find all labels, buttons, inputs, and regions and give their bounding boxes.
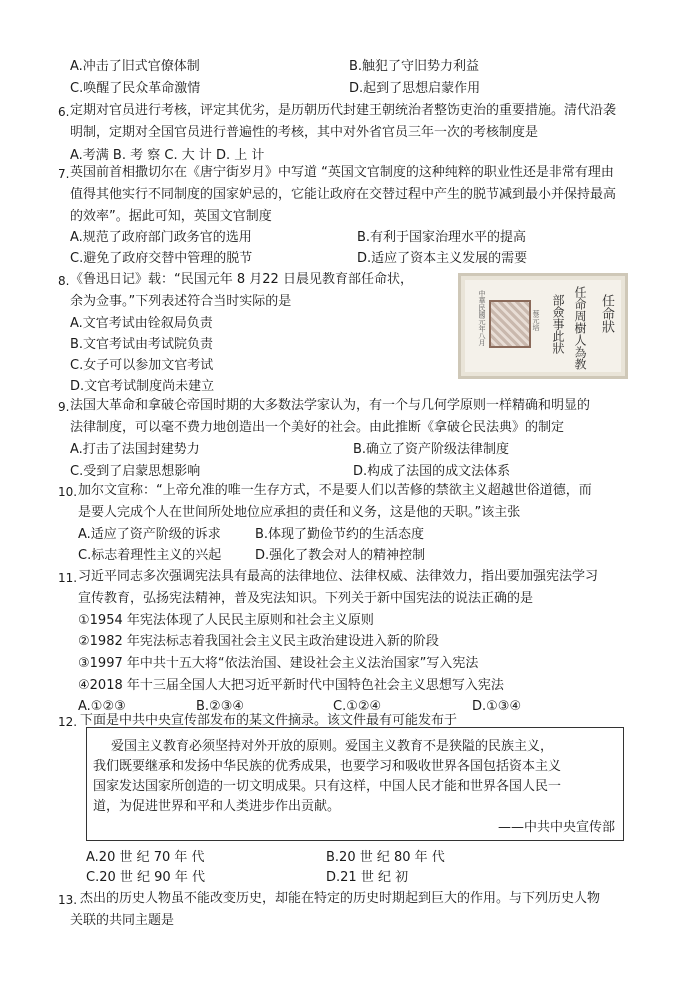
appointment-certificate-image [458, 273, 628, 379]
q10-stem-line-1: 加尔文宣称：“上帝允准的唯一生存方式，不是要人们以苦修的禁欲主义超越世俗道德，而 [78, 483, 592, 498]
q8-stem-line-1: 《鲁迅日记》载：“民国元年 8 月22 日晨见教育部任命状， [70, 272, 413, 287]
q5-option-b: B.触犯了守旧势力利益 [349, 59, 480, 74]
q11-stem-line-2: 宣传教育，弘扬宪法精神，普及宪法知识。下列关于新中国宪法的说法正确的是 [78, 591, 534, 606]
q8-stem-line-2: 余为佥事。”下列表述符合当时实际的是 [70, 294, 292, 309]
q13-stem-line-1: 杰出的历史人物虽不能改变历史，却能在特定的历史时期起到巨大的作用。与下列历史人物 [80, 891, 601, 906]
q12-quote-line-3: 国家发达国家所创造的一切文明成果。只有这样，中国人民才能和世界各国人民一 [93, 779, 562, 794]
q11-option-a: A.①②③ [78, 699, 126, 714]
q11-item-3: ③1997 年中共十五大将“依法治国、建设社会主义法治国家”写入宪法 [78, 656, 479, 671]
cert-signature-column: 蔡元培 [532, 310, 540, 331]
q6-stem-line-1: 定期对官员进行考核，评定其优劣，是历朝历代封建王朝统治者整饬吏治的重要措施。清代沿袭 [70, 103, 617, 118]
q9-option-c: C.受到了启蒙思想影响 [70, 464, 201, 479]
q12-quote-line-2: 我们既要继承和发扬中华民族的优秀成果，也要学习和吸收世界各国包括资本主义 [93, 759, 562, 774]
q10-stem-line-2: 是要人完成个人在世间所处地位应承担的责任和义务，这是他的天职。”该主张 [78, 505, 521, 520]
q7-option-a: A.规范了政府部门政务官的选用 [70, 230, 252, 245]
q12-quote-box [86, 727, 624, 841]
q9-option-d: D.构成了法国的成文法体系 [353, 464, 511, 479]
q7-stem-line-3: 的效率”。据此可知，英国文官制度 [70, 209, 272, 224]
q10-option-c: C.标志着理性主义的兴起 [78, 548, 222, 563]
cert-col-2: 任命周樹人為教 [573, 286, 587, 370]
q12-number: 12. [58, 715, 78, 729]
q13-stem-line-2: 关联的共同主题是 [70, 913, 175, 928]
q9-option-a: A.打击了法国封建势力 [70, 442, 200, 457]
q13-number: 13. [58, 893, 78, 907]
q6-options: A.考满 B. 考 察 C. 大 计 D. 上 计 [70, 148, 265, 163]
cert-title: 任命狀 [599, 294, 614, 333]
seal-stamp [489, 300, 531, 348]
q7-option-c: C.避免了政府交替中管理的脱节 [70, 251, 253, 266]
q12-quote-source: ——中共中央宣传部 [497, 820, 615, 835]
q7-stem-line-1: 英国前首相撒切尔在《唐宁街岁月》中写道 “英国文官制度的这种纯粹的职业性还是非常有理由 [70, 165, 614, 180]
q7-number: 7. [58, 167, 70, 181]
q8-option-c: C.女子可以参加文官考试 [70, 358, 214, 373]
q9-stem-line-1: 法国大革命和拿破仑帝国时期的大多数法学家认为，有一个与几何学原则一样精确和明显的 [70, 398, 591, 413]
q7-stem-line-2: 值得其他实行不同制度的国家妒忌的，它能让政府在交替过程中产生的脱节减到最小并保持最高 [70, 187, 617, 202]
q11-item-1: ①1954 年宪法体现了人民民主原则和社会主义原则 [78, 613, 374, 628]
q10-number: 10. [58, 485, 78, 499]
q12-quote-line-4: 道，为促进世界和平和人类进步作出贡献。 [93, 799, 341, 814]
q11-item-2: ②1982 年宪法标志着我国社会主义民主政治建设进入新的阶段 [78, 634, 439, 649]
q8-option-d: D.文官考试制度尚未建立 [70, 379, 215, 394]
q6-number: 6. [58, 105, 70, 119]
q12-quote-line-1: 爱国主义教育必须坚持对外开放的原则。爱国主义教育不是狭隘的民族主义， [111, 739, 554, 754]
q12-option-b: B.20 世 纪 80 年 代 [326, 850, 445, 865]
q12-option-a: A.20 世 纪 70 年 代 [86, 850, 205, 865]
q9-number: 9. [58, 400, 70, 414]
q9-option-b: B.确立了资产阶级法律制度 [353, 442, 510, 457]
q12-option-d: D.21 世 纪 初 [326, 870, 409, 885]
q5-option-a: A.冲击了旧式官僚体制 [70, 59, 200, 74]
q10-option-a: A.适应了资产阶级的诉求 [78, 527, 221, 542]
q7-option-b: B.有利于国家治理水平的提高 [357, 230, 527, 245]
q11-stem-line-1: 习近平同志多次强调宪法具有最高的法律地位、法律权威、法律效力，指出要加强宪法学习 [78, 569, 599, 584]
q6-stem-line-2: 明制，定期对全国官员进行普遍性的考核，其中对外省官员三年一次的考核制度是 [70, 125, 539, 140]
q8-option-b: B.文官考试由考试院负责 [70, 337, 214, 352]
q5-option-c: C.唤醒了民众革命激情 [70, 81, 201, 96]
cert-date-column: 中華民國元年八月 [478, 290, 486, 346]
q9-stem-line-2: 法律制度，可以毫不费力地创造出一个美好的社会。由此推断《拿破仑民法典》的制定 [70, 420, 565, 435]
q11-option-d: D.①③④ [472, 699, 522, 714]
q7-option-d: D.适应了资本主义发展的需要 [357, 251, 528, 266]
q8-option-a: A.文官考试由铨叙局负责 [70, 316, 213, 331]
q10-option-b: B.体现了勤俭节约的生活态度 [255, 527, 425, 542]
q11-option-b: B.②③④ [196, 699, 245, 714]
q11-item-4: ④2018 年十三届全国人大把习近平新时代中国特色社会主义思想写入宪法 [78, 678, 504, 693]
cert-col-3: 部僉事此狀 [551, 294, 565, 354]
q11-option-c: C.①②④ [333, 699, 382, 714]
q12-option-c: C.20 世 纪 90 年 代 [86, 870, 205, 885]
q11-number: 11. [58, 571, 78, 585]
q10-option-d: D.强化了教会对人的精神控制 [255, 548, 426, 563]
q8-number: 8. [58, 274, 70, 288]
q5-option-d: D.起到了思想启蒙作用 [349, 81, 481, 96]
q12-stem: 下面是中共中央宣传部发布的某文件摘录。该文件最有可能发布于 [80, 713, 458, 728]
